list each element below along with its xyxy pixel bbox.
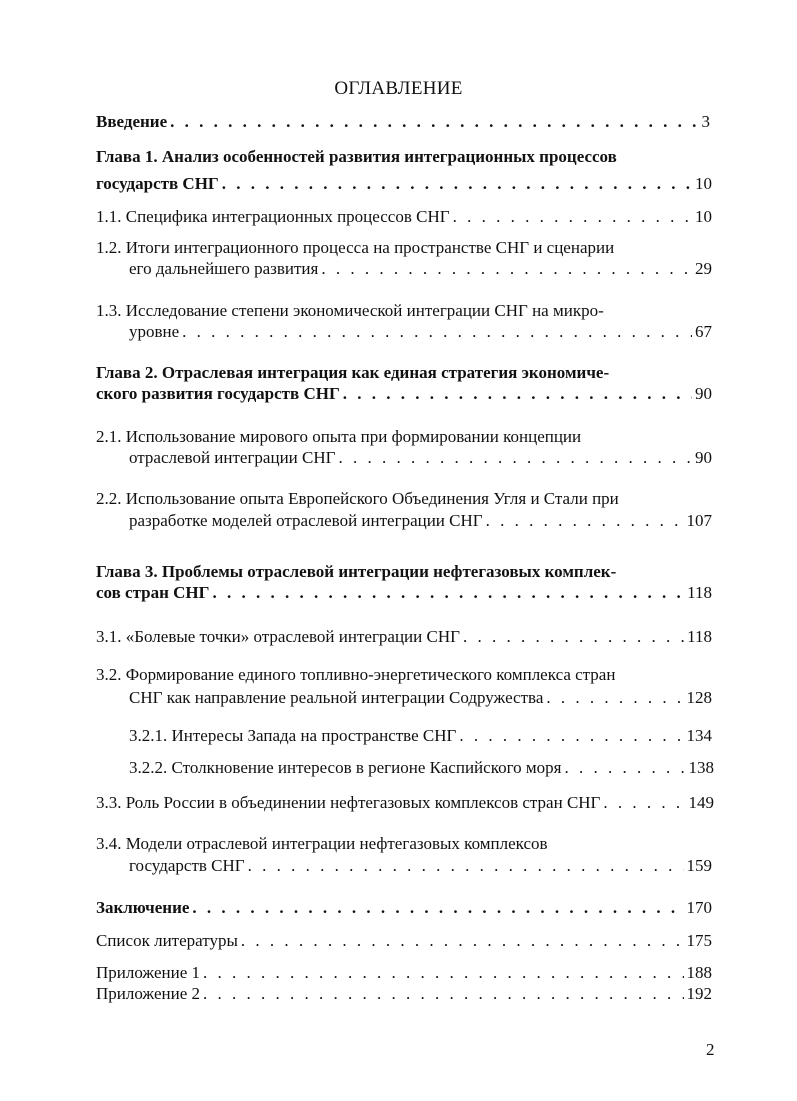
toc-entry-3-2-2: [129, 757, 714, 779]
leader-dots: [212, 582, 684, 604]
leader-dots: [170, 111, 698, 133]
toc-entry-ch1: [96, 173, 712, 195]
toc-3-2-line1: 3.2. Формирование единого топливно-энергетического комплекса стран: [96, 665, 616, 684]
toc-page: 159: [686, 856, 712, 875]
toc-entry-1-3: [129, 321, 712, 343]
toc-chapter-2-line1: Глава 2. Отраслевая интеграция как единая стратегия экономиче-: [96, 363, 610, 382]
toc-page: 128: [686, 688, 712, 707]
toc-entry-ch3: [96, 582, 712, 604]
toc-entry-bibliography: [96, 930, 712, 952]
toc-label: уровне: [129, 322, 180, 341]
toc-entry-2-2: [129, 510, 712, 532]
page-title: ОГЛАВЛЕНИЕ: [334, 78, 463, 99]
toc-label: разработке моделей отраслевой интеграции СНГ: [129, 511, 483, 530]
toc-entry-conclusion: [96, 897, 712, 919]
toc-label: его дальнейшего развития: [129, 259, 319, 278]
toc-entry-3-4: [129, 855, 712, 877]
toc-page: 3: [701, 112, 710, 131]
leader-dots: [486, 510, 684, 532]
toc-page: 107: [686, 511, 712, 530]
toc-label: ского развития государств СНГ: [96, 384, 340, 403]
leader-dots: [546, 687, 683, 709]
toc-page: 10: [695, 174, 712, 193]
toc-label: Введение: [96, 112, 168, 131]
toc-label: 3.3. Роль России в объединении нефтегазовых комплексов стран СНГ: [96, 793, 601, 812]
toc-page: 149: [688, 793, 714, 812]
toc-chapter-1-line1: Глава 1. Анализ особенностей развития интеграционных процессов: [96, 147, 617, 166]
leader-dots: [203, 962, 684, 984]
toc-entry-ch2: [96, 383, 712, 405]
toc-page: 10: [695, 207, 712, 226]
leader-dots: [459, 725, 683, 747]
leader-dots: [203, 983, 684, 1005]
toc-label: 3.2.1. Интересы Запада на пространстве СНГ: [129, 726, 457, 745]
page-number: 2: [706, 1040, 715, 1059]
toc-page: 175: [686, 931, 712, 950]
toc-page: 138: [688, 758, 714, 777]
leader-dots: [192, 897, 683, 919]
toc-label: государств СНГ: [129, 856, 245, 875]
toc-page: 170: [686, 898, 712, 917]
leader-dots: [241, 930, 684, 952]
toc-entry-1-1: [96, 206, 712, 228]
leader-dots: [453, 206, 692, 228]
toc-page: 188: [686, 963, 712, 982]
toc-chapter-3-line1: Глава 3. Проблемы отраслевой интеграции нефтегазовых комплек-: [96, 562, 617, 581]
toc-entry-3-1: [96, 626, 712, 648]
toc-label: Приложение 1: [96, 963, 200, 982]
toc-page: 134: [686, 726, 712, 745]
toc-2-2-line1: 2.2. Использование опыта Европейского Объединения Угля и Стали при: [96, 489, 619, 508]
leader-dots: [338, 447, 692, 469]
toc-2-1-line1: 2.1. Использование мирового опыта при формировании концепции: [96, 427, 582, 446]
leader-dots: [248, 855, 684, 877]
toc-page: 192: [686, 984, 712, 1003]
toc-page: 67: [695, 322, 712, 341]
toc-1-3-line1: 1.3. Исследование степени экономической интеграции СНГ на микро-: [96, 301, 604, 320]
toc-label: Приложение 2: [96, 984, 200, 1003]
toc-entry-3-3: [96, 792, 714, 814]
leader-dots: [182, 321, 692, 343]
toc-page: 118: [687, 583, 712, 602]
toc-page: 90: [695, 448, 712, 467]
leader-dots: [564, 757, 685, 779]
toc-label: СНГ как направление реальной интеграции Содружества: [129, 688, 544, 707]
toc-label: 3.1. «Болевые точки» отраслевой интеграции СНГ: [96, 627, 460, 646]
leader-dots: [343, 383, 692, 405]
leader-dots: [603, 792, 685, 814]
toc-label: отраслевой интеграции СНГ: [129, 448, 336, 467]
toc-entry-3-2: [129, 687, 712, 709]
toc-page: 90: [695, 384, 712, 403]
toc-entry-2-1: [129, 447, 712, 469]
leader-dots: [222, 173, 692, 195]
toc-label: сов стран СНГ: [96, 583, 210, 602]
toc-entry-appendix-2: [96, 983, 712, 1005]
toc-entry-3-2-1: [129, 725, 712, 747]
toc-label: Заключение: [96, 898, 190, 917]
toc-3-4-line1: 3.4. Модели отраслевой интеграции нефтегазовых комплексов: [96, 834, 548, 853]
toc-label: 1.1. Специфика интеграционных процессов СНГ: [96, 207, 450, 226]
toc-entry-1-2: [129, 258, 712, 280]
leader-dots: [321, 258, 692, 280]
toc-label: государств СНГ: [96, 174, 219, 193]
toc-label: Список литературы: [96, 931, 238, 950]
toc-page: 29: [695, 259, 712, 278]
leader-dots: [463, 626, 684, 648]
toc-page: 118: [687, 627, 712, 646]
toc-entry-appendix-1: [96, 962, 712, 984]
toc-entry-intro: [96, 111, 710, 133]
toc-label: 3.2.2. Столкновение интересов в регионе Каспийского моря: [129, 758, 562, 777]
toc-1-2-line1: 1.2. Итоги интеграционного процесса на пространстве СНГ и сценарии: [96, 238, 615, 257]
